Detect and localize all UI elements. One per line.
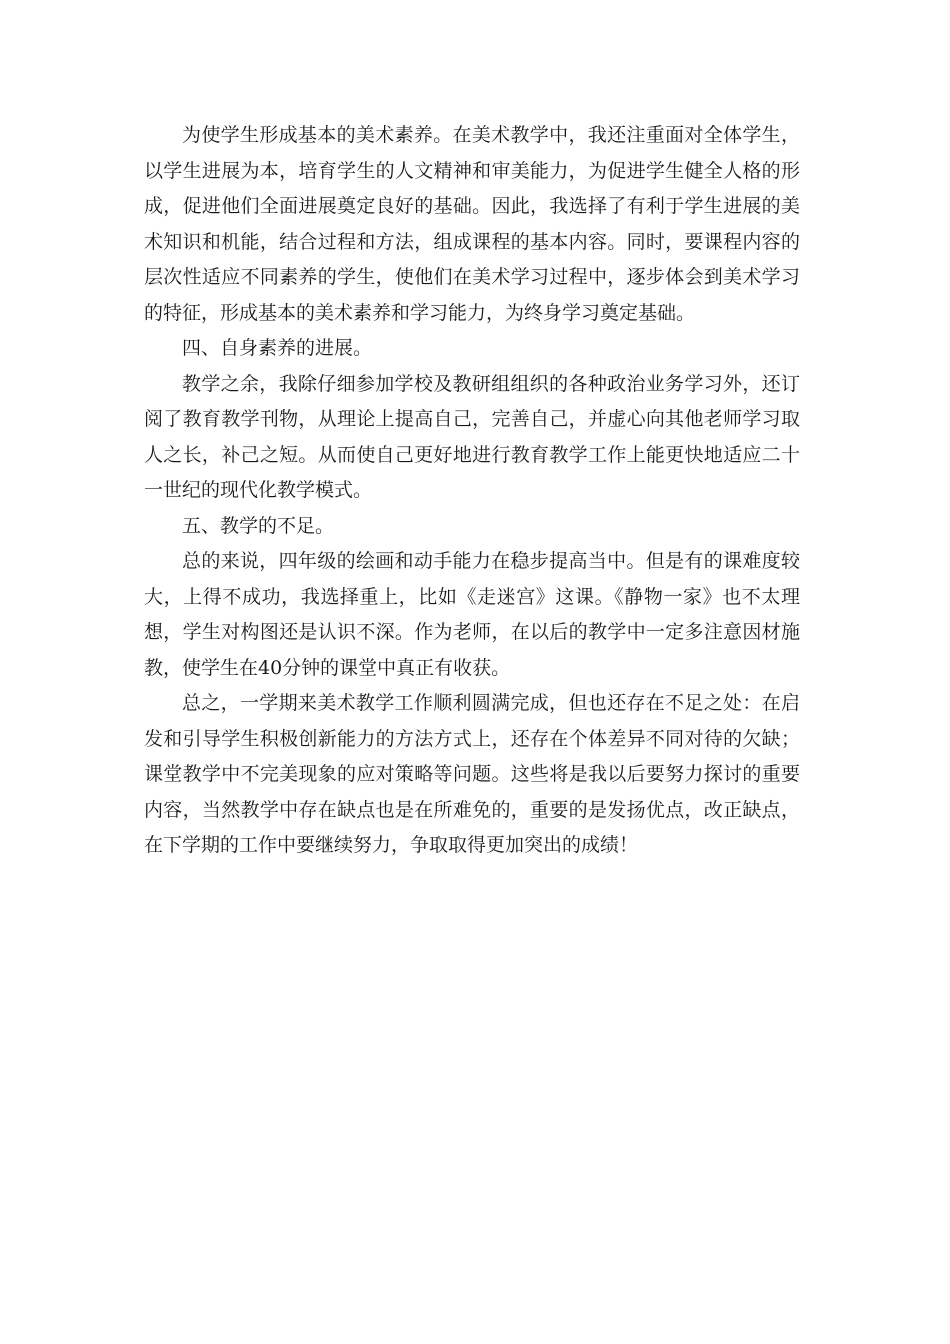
paragraph-self-development: 教学之余，我除仔细参加学校及教研组组织的各种政治业务学习外，还订阅了教育教学刊物，从理论上提高自己，完善自己，并虚心向其他老师学习取人之长，补己之短。从而使自己更好地进行教育教学工作上能更快地适应二十一世纪的现代化教学模式。 — [144, 372, 800, 501]
paragraph-shortcomings: 总的来说，四年级的绘画和动手能力在稳步提高当中。但是有的课难度较大，上得不成功，我选择重上，比如《走迷宫》这课。《静物一家》也不太理想，学生对构图还是认识不深。作为老师，在以后的教学中一定多注意因材施教，使学生在40分钟的课堂中真正有收获。 — [144, 550, 800, 679]
heading-shortcomings: 五、教学的不足。 — [182, 514, 335, 537]
heading-self-development: 四、自身素养的进展。 — [182, 337, 373, 359]
paragraph-art-literacy: 为使学生形成基本的美术素养。在美术教学中，我还注重面对全体学生，以学生进展为本，培育学生的人文精神和审美能力，为促进学生健全人格的形成，促进他们全面进展奠定良好的基础。因此，我选择了有利于学生进展的美术知识和机能，结合过程和方法，组成课程的基本内容。同时，要课程内容的层次性适应不同素养的学生，使他们在美术学习过程中，逐步体会到美术学习的特征，形成基本的美术素养和学习能力，为终身学习奠定基础。 — [144, 124, 800, 324]
document-body — [144, 118, 800, 864]
paragraph-conclusion: 总之，一学期来美术教学工作顺利圆满完成，但也还存在不足之处：在启发和引导学生积极创新能力的方法方式上，还存在个体差异不同对待的欠缺；课堂教学中不完美现象的应对策略等问题。这些将是我以后要努力探讨的重要内容，当然教学中存在缺点也是在所难免的，重要的是发扬优点，改正缺点，在下学期的工作中要继续努力，争取取得更加突出的成绩！ — [144, 692, 800, 856]
